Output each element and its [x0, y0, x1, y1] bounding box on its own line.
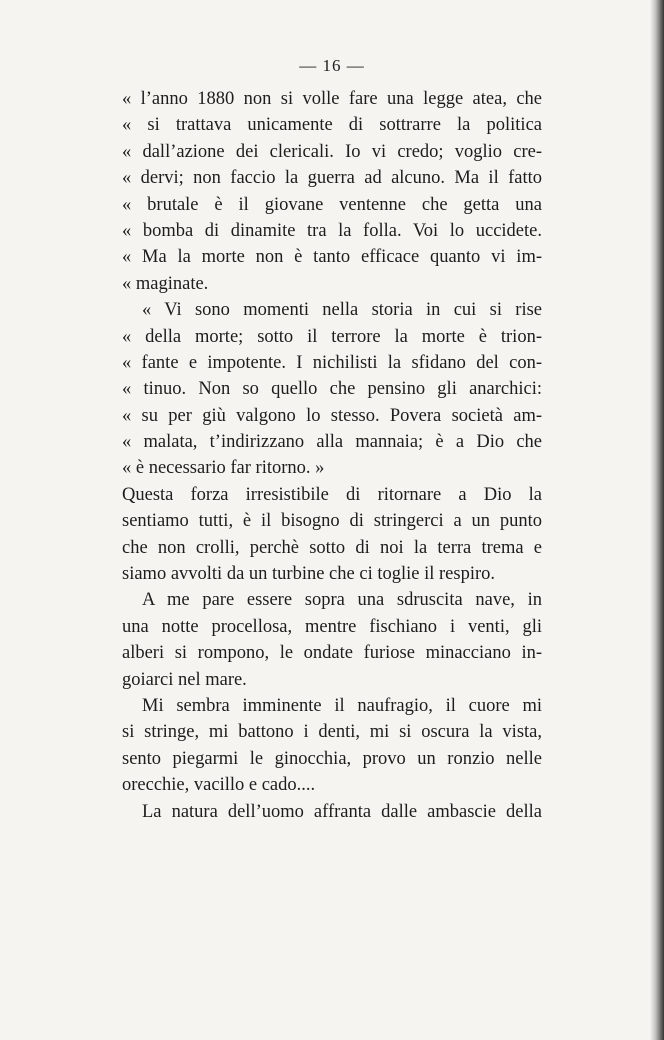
text-line: « tinuo. Non so quello che pensino gli anarchici:	[122, 379, 542, 400]
text-line: Mi sembra imminente il naufragio, il cuore mi	[142, 695, 542, 716]
text-line: che non crolli, perchè sotto di noi la terra trema e	[122, 537, 542, 558]
text-line: una notte procellosa, mentre fischiano i venti, gli	[122, 616, 542, 637]
text-line: orecchie, vacillo e cado....	[122, 775, 316, 796]
text-line: « Ma la morte non è tanto efficace quanto vi im-	[122, 247, 542, 268]
text-line: « dall’azione dei clericali. Io vi credo; voglio cre-	[122, 141, 542, 162]
text-line: si stringe, mi battono i denti, mi si oscura la vista,	[122, 722, 542, 743]
text-line: « della morte; sotto il terrore la morte è trion-	[122, 326, 542, 347]
text-line: « su per giù valgono lo stesso. Povera società am-	[122, 405, 542, 426]
text-line: Questa forza irresistibile di ritornare a Dio la	[122, 484, 542, 505]
text-line: « dervi; non faccio la guerra ad alcuno. Ma il fatto	[122, 168, 542, 189]
text-line: « si trattava unicamente di sottrarre la politica	[122, 115, 542, 136]
body-text	[122, 86, 542, 825]
text-line: alberi si rompono, le ondate furiose minacciano in-	[122, 643, 542, 664]
text-line: « è necessario far ritorno. »	[122, 458, 325, 479]
text-line: goiarci nel mare.	[122, 669, 247, 690]
page-number: — 16 —	[299, 56, 365, 75]
text-line: « maginate.	[122, 273, 209, 294]
text-line: sentiamo tutti, è il bisogno di stringerci a un punto	[122, 511, 542, 532]
text-line: « malata, t’indirizzano alla mannaia; è a Dio che	[122, 432, 542, 453]
text-line: siamo avvolti da un turbine che ci toglie il respiro.	[122, 564, 495, 585]
text-line: La natura dell’uomo affranta dalle ambascie della	[142, 801, 542, 822]
text-line: « brutale è il giovane ventenne che getta una	[122, 194, 542, 215]
text-line: « bomba di dinamite tra la folla. Voi lo uccidete.	[122, 220, 542, 241]
text-line: « fante e impotente. I nichilisti la sfidano del con-	[122, 352, 542, 373]
text-line: A me pare essere sopra una sdruscita nave, in	[142, 590, 542, 611]
page-edge-shadow	[650, 0, 664, 1040]
text-line: « l’anno 1880 non si volle fare una legge atea, che	[122, 89, 542, 109]
text-line: « Vi sono momenti nella storia in cui si rise	[142, 300, 542, 321]
text-line: sento piegarmi le ginocchia, provo un ronzio nelle	[122, 748, 542, 769]
